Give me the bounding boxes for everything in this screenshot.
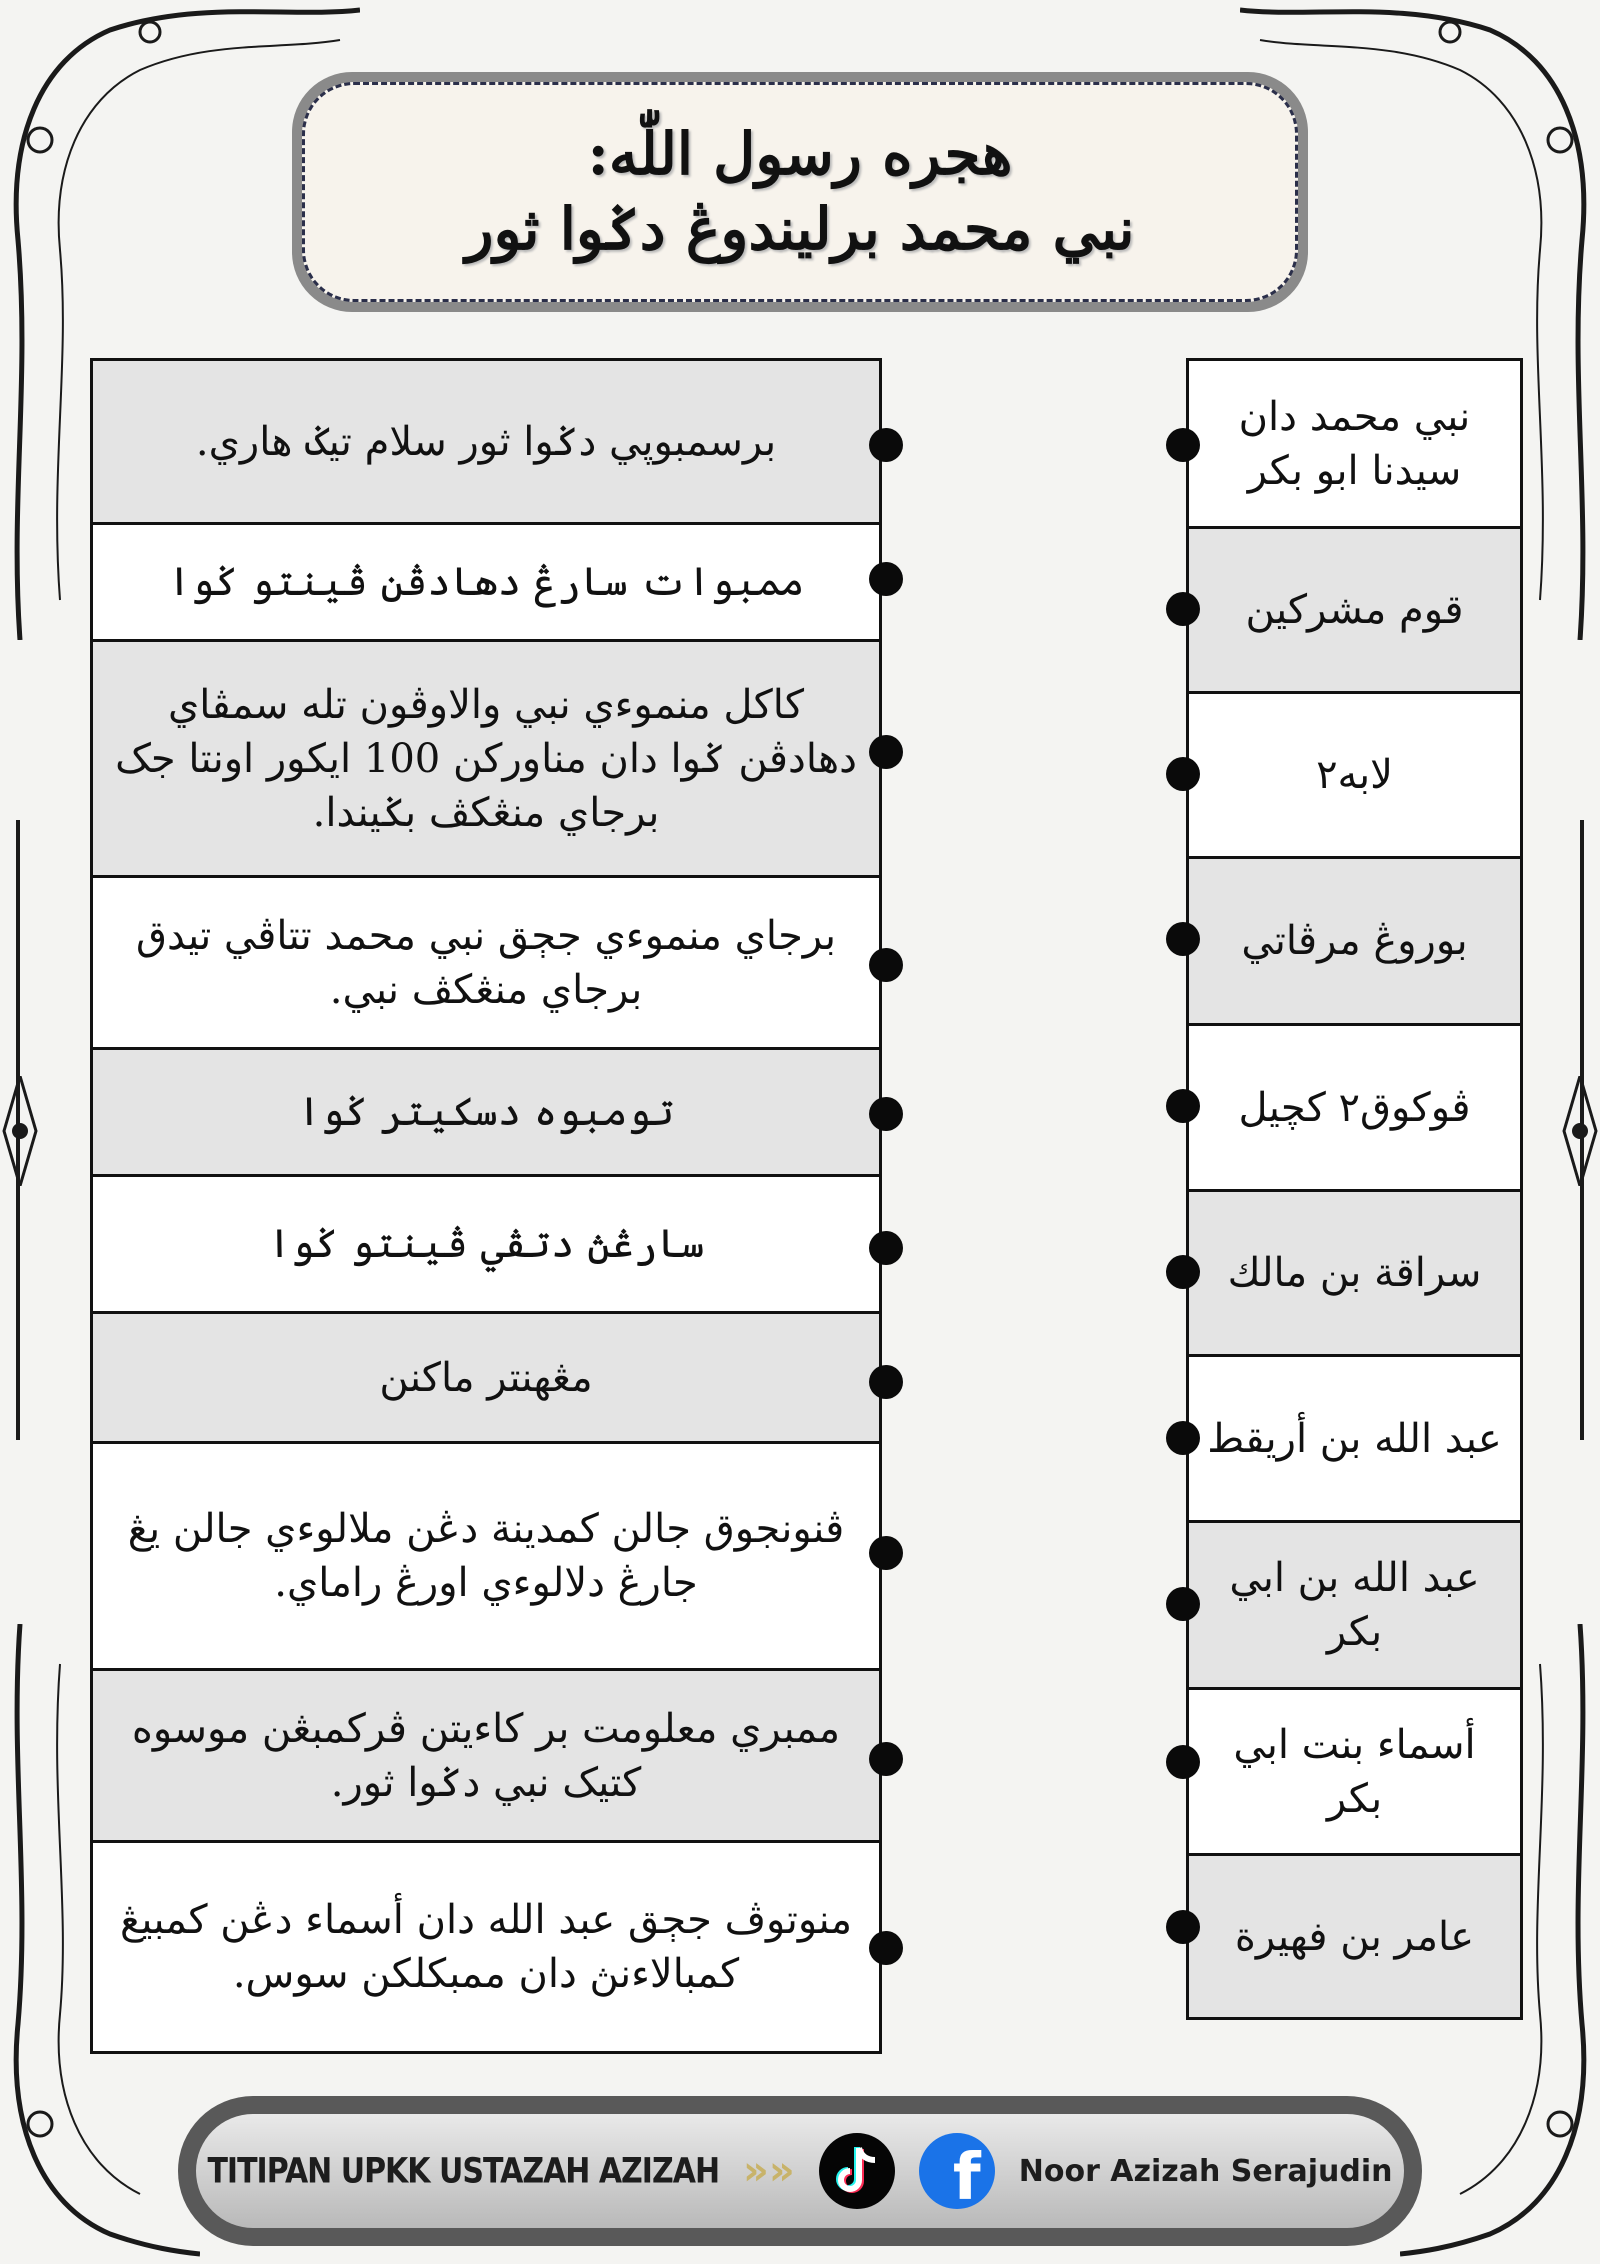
match-dot-right[interactable] [1166, 1255, 1200, 1289]
match-dot-left[interactable] [869, 562, 903, 596]
description-cell: ممبوات سارڠ دهادڤن ڤينتو ݢوا [93, 525, 879, 642]
side-ornament-left [0, 1076, 40, 1186]
character-cell: بوروڠ مرڤاتي [1189, 859, 1520, 1026]
match-dot-right[interactable] [1166, 1421, 1200, 1455]
description-cell: ڤنونجوق جالن کمدينة دڠن ملالوءي جالن يڠ جارڠ دلالوءي اورڠ راماي. [93, 1444, 879, 1671]
match-dot-left[interactable] [869, 1742, 903, 1776]
match-dot-right[interactable] [1166, 1089, 1200, 1123]
description-column [90, 358, 882, 2054]
match-dot-right[interactable] [1166, 428, 1200, 462]
character-cell: نبي محمد دان سيدنا ابو بکر [1189, 361, 1520, 529]
description-cell: سارڠڽ دتڤي ڤينتو ݢوا [93, 1177, 879, 1314]
match-dot-right[interactable] [1166, 592, 1200, 626]
footer-banner [178, 2096, 1422, 2246]
description-cell: برسمبوڽي دݢوا ثور سلام تيݢ هاري. [93, 361, 879, 525]
character-cell: عبد الله بن أريقط [1189, 1357, 1520, 1523]
tiktok-icon[interactable] [819, 2133, 895, 2209]
description-cell: ممبري معلومت بر كاءيتن ڤرکمبڠن موسوه کتيک نبي دݢوا ثور. [93, 1671, 879, 1843]
footer-panel [196, 2114, 1404, 2228]
character-cell: سراقة بن مالك [1189, 1192, 1520, 1357]
facebook-icon[interactable] [919, 2133, 995, 2209]
side-ornament-right [1560, 1076, 1600, 1186]
match-dot-right[interactable] [1166, 922, 1200, 956]
match-dot-left[interactable] [869, 1365, 903, 1399]
title-line-2: نبي محمد برليندوڠ دݢوا ثور [465, 195, 1135, 263]
match-dot-right[interactable] [1166, 1587, 1200, 1621]
description-cell: برجاي منموءي جڄق نبي محمد تتاڤي تيدق برجاي منڠکڤ نبي. [93, 878, 879, 1050]
credit-text: TITIPAN UPKK USTAZAH AZIZAH [207, 2150, 720, 2192]
character-cell: ڤوکوق٢ کچيل [1189, 1026, 1520, 1192]
match-dot-left[interactable] [869, 1097, 903, 1131]
title-line-1: هجره رسول اللّٰه: [587, 119, 1013, 188]
description-cell: تومبوه دسکيتر ݢوا [93, 1050, 879, 1177]
character-cell: عامر بن فهيرة [1189, 1856, 1520, 2017]
character-cell: عبد الله بن ابي بکر [1189, 1523, 1520, 1690]
title-banner [292, 72, 1308, 312]
match-dot-left[interactable] [869, 1536, 903, 1570]
character-cell: أسماء بنت ابي بکر [1189, 1690, 1520, 1856]
match-dot-left[interactable] [869, 428, 903, 462]
character-cell: لابه٢ [1189, 694, 1520, 859]
character-cell: قوم مشرکين [1189, 529, 1520, 694]
arrows-icon: »» [743, 2148, 795, 2194]
description-cell: مڠهنتر ماکنن [93, 1314, 879, 1444]
author-name: Noor Azizah Serajudin [1018, 2153, 1393, 2189]
description-cell: كاكل منموءي نبي والاوڤون تله سمڤاي دهادڤن ݢوا دان مناورکن 100 ايکور اونتا جک برجاي منڠکڤ بݢيندا. [93, 642, 879, 878]
match-dot-right[interactable] [1166, 757, 1200, 791]
match-dot-left[interactable] [869, 1931, 903, 1965]
match-dot-left[interactable] [869, 735, 903, 769]
facebook-letter: f [952, 2141, 981, 2209]
character-column [1186, 358, 1523, 2020]
title-panel [302, 82, 1298, 302]
match-dot-left[interactable] [869, 948, 903, 982]
match-dot-right[interactable] [1166, 1910, 1200, 1944]
match-dot-left[interactable] [869, 1231, 903, 1265]
match-dot-right[interactable] [1166, 1745, 1200, 1779]
description-cell: منوتوڤ جڄق عبد الله دان أسماء دڠن کمبيڠ کمبالاءنڽ دان ممبکلکن سوس. [119, 1897, 853, 1997]
